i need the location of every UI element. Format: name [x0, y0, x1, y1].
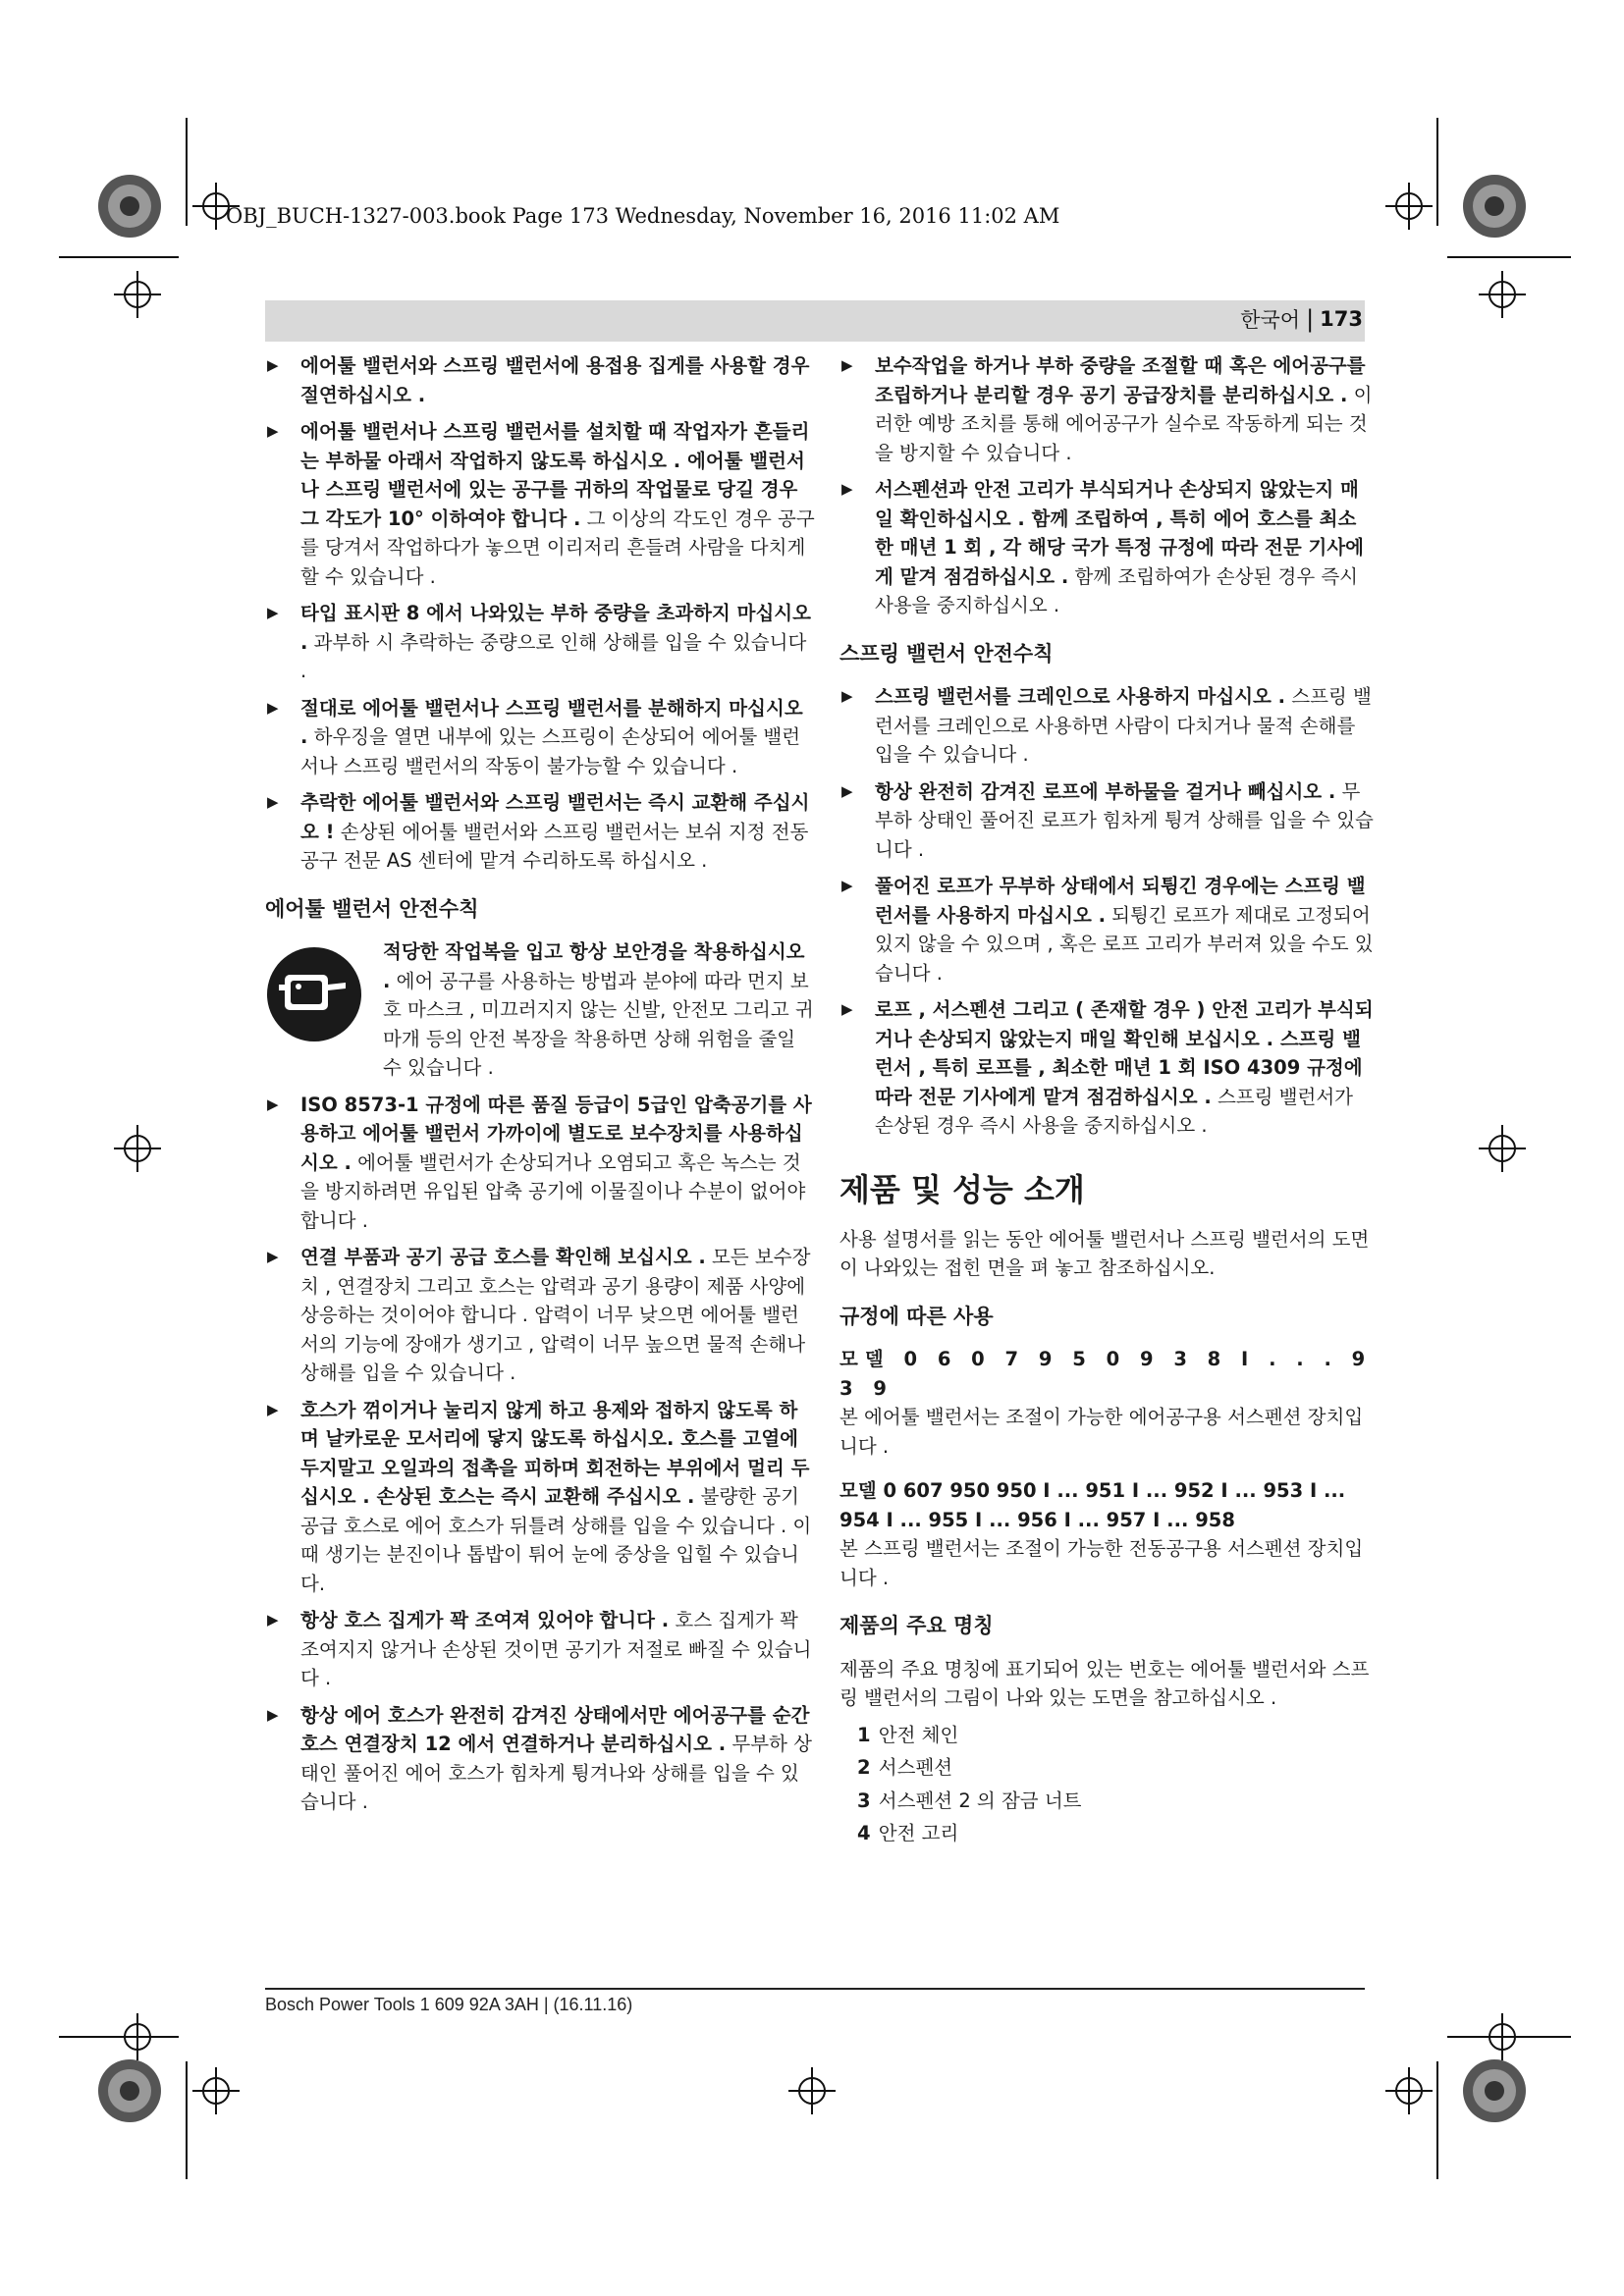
bullet-arrow-icon: ▶	[267, 793, 279, 811]
bullet-arrow-icon: ▶	[267, 356, 279, 374]
bullet-arrow-icon: ▶	[267, 604, 279, 621]
model-line-air: 모델 0 6 0 7 9 5 0 9 3 8 I . . . 9 3 9	[839, 1348, 1373, 1400]
model-spring-description: 본 스프링 밸런서는 조절이 가능한 전동공구용 서스펜션 장치입니다 .	[839, 1537, 1364, 1589]
list-item: ▶ 항상 에어 호스가 완전히 감겨진 상태에서만 에어공구를 순간 호스 연결장치 12 에서 연결하거나 분리하십시오 . 무부하 상태인 풀어진 에어 호스가 힘차게 튕겨나와 상해를 입을 수 있습니다 .	[265, 1701, 815, 1817]
part-item: 4 안전 고리	[857, 1822, 959, 1844]
printer-slug: OBJ_BUCH-1327-003.book Page 173 Wednesday, November 16, 2016 11:02 AM	[226, 204, 1060, 228]
part-item: 3 서스펜션 2 의 잠금 너트	[857, 1789, 1082, 1812]
model-air-description: 본 에어툴 밸런서는 조절이 가능한 에어공구용 서스펜션 장치입니다 .	[839, 1406, 1364, 1458]
section-heading-spring-balancer: 스프링 밸런서 안전수칙	[839, 641, 1054, 666]
right-column	[839, 351, 1375, 1852]
section-heading-parts: 제품의 주요 명칭	[839, 1614, 994, 1637]
list-item: ▶ 스프링 밸런서를 크레인으로 사용하지 마십시오 . 스프링 밸런서를 크레인으로 사용하면 사람이 다치거나 물적 손해를 입을 수 있습니다 .	[839, 682, 1375, 770]
bullet-arrow-icon: ▶	[267, 1705, 279, 1724]
list-item: ▶ 에어툴 밸런서와 스프링 밸런서에 용접용 집게를 사용할 경우 절연하십시오 .	[265, 351, 815, 409]
part-item: 2 서스펜션	[857, 1756, 953, 1779]
list-item: ▶ 연결 부품과 공기 공급 호스를 확인해 보십시오 . 모든 보수장치 , 연결장치 그리고 호스는 압력과 공기 용량이 제품 사양에 상응하는 것이어야 합니다 . 압력이 너무 낮으면 에어툴 밸런서의 기능에 장애가 생기고 , 압력이 너무 높으면 물적 손해나 상해를 입을 수 있습니다 .	[265, 1243, 815, 1388]
list-item: ▶ 절대로 에어툴 밸런서나 스프링 밸런서를 분해하지 마십시오 . 하우징을 열면 내부에 있는 스프링이 손상되어 에어툴 밸런서나 스프링 밸런서의 작동이 불가능할 수 있습니다 .	[265, 694, 815, 781]
parts-intro: 제품의 주요 명칭에 표기되어 있는 번호는 에어툴 밸런서와 스프링 밸런서의 그림이 나와 있는 도면을 참고하십시오 .	[839, 1657, 1370, 1709]
bullet-arrow-icon: ▶	[841, 781, 853, 800]
page-number: 173	[1320, 307, 1363, 331]
bullet-arrow-icon: ▶	[267, 1248, 279, 1265]
footer-text: Bosch Power Tools 1 609 92A 3AH | (16.11.16)	[265, 1995, 633, 2014]
bullet-arrow-icon: ▶	[267, 422, 279, 440]
intro-paragraph: 사용 설명서를 읽는 동안 에어툴 밸런서나 스프링 밸런서의 도면이 나와있는 접힌 면을 펴 놓고 참조하십시오.	[839, 1227, 1370, 1279]
language-label: 한국어	[1240, 308, 1301, 332]
list-item: ▶ 서스펜션과 안전 고리가 부식되거나 손상되지 않았는지 매일 확인하십시오 . 함께 조립하여 , 특히 에어 호스를 최소한 매년 1 회 , 각 해당 국가 특정 규정에 따라 전문 기사에게 맡겨 점검하십시오 . 함께 조립하여가 손상된 경우 즉시 사용을 중지하십시오 .	[839, 475, 1375, 620]
page-header	[1240, 304, 1363, 334]
list-item: ▶ 항상 완전히 감겨진 로프에 부하물을 걸거나 빼십시오 . 무부하 상태인 풀어진 로프가 힘차게 튕겨 상해를 입을 수 있습니다 .	[839, 777, 1375, 865]
goggles-notice: 적당한 작업복을 입고 항상 보안경을 착용하십시오 . 에어 공구를 사용하는 방법과 분야에 따라 먼지 보호 마스크 , 미끄러지지 않는 신발, 안전모 그리고 귀마개 등의 안전 복장을 착용하면 상해 위험을 줄일 수 있습니다 .	[265, 937, 815, 1083]
header-separator: |	[1306, 305, 1315, 333]
footer-rule	[265, 1988, 1365, 1990]
model-line-spring: 모델 0 607 950 950 I ... 951 I ... 952 I ... 953 I ... 954 I ... 955 I ... 956 I ... 957 I ... 958	[839, 1479, 1346, 1531]
bullet-arrow-icon: ▶	[267, 698, 279, 717]
bullet-arrow-icon: ▶	[267, 1095, 279, 1113]
list-item: ▶ ISO 8573-1 규정에 따른 품질 등급이 5급인 압축공기를 사용하고 에어툴 밸런서 가까이에 별도로 보수장치를 사용하십시오 . 에어툴 밸런서가 손상되거나 오염되고 혹은 녹스는 것을 방지하려면 유입된 압축 공기에 이물질이나 수분이 없어야 합니다 .	[265, 1091, 815, 1236]
bullet-arrow-icon: ▶	[841, 480, 853, 498]
left-column	[265, 351, 815, 1825]
list-item: ▶ 풀어진 로프가 무부하 상태에서 되튕긴 경우에는 스프링 밸런서를 사용하지 마십시오 . 되튕긴 로프가 제대로 고정되어 있지 않을 수 있으며 , 혹은 로프 고리가 부러져 있을 수도 있습니다 .	[839, 872, 1375, 988]
bullet-arrow-icon: ▶	[841, 1000, 853, 1018]
list-item: ▶ 보수작업을 하거나 부하 중량을 조절할 때 혹은 에어공구를 조립하거나 분리할 경우 공기 공급장치를 분리하십시오 . 이러한 예방 조치를 통해 에어공구가 실수로 작동하게 되는 것을 방지할 수 있습니다 .	[839, 351, 1375, 467]
list-item: ▶ 로프 , 서스펜션 그리고 ( 존재할 경우 ) 안전 고리가 부식되거나 손상되지 않았는지 매일 확인해 보십시오 . 스프링 밸런서 , 특히 로프를 , 최소한 매년 1 회 ISO 4309 규정에 따라 전문 기사에게 맡겨 점검하십시오 . 스프링 밸런서가 손상된 경우 즉시 사용을 중지하십시오 .	[839, 995, 1375, 1141]
safety-goggles-icon	[265, 945, 363, 1043]
bullet-arrow-icon: ▶	[841, 877, 853, 894]
section-heading-intended-use: 규정에 따른 사용	[839, 1304, 994, 1328]
bullet-arrow-icon: ▶	[267, 1611, 279, 1629]
part-item: 1 안전 체인	[857, 1723, 959, 1746]
section-heading-air-balancer: 에어툴 밸런서 안전수칙	[265, 896, 479, 921]
list-item: ▶ 호스가 꺾이거나 눌리지 않게 하고 용제와 접하지 않도록 하며 날카로운 모서리에 닿지 않도록 하십시오. 호스를 고열에 두지말고 오일과의 접촉을 피하며 회전하는 부위에서 멀리 두십시오 . 손상된 호스는 즉시 교환해 주십시오 . 불량한 공기 공급 호스로 에어 호스가 뒤틀려 상해를 입을 수 있습니다 . 이때 생기는 분진이나 톱밥이 튀어 눈에 중상을 입힐 수 있습니다.	[265, 1396, 815, 1599]
list-item: ▶ 항상 호스 집게가 꽉 조여져 있어야 합니다 . 호스 집게가 꽉 조여지지 않거나 손상된 것이면 공기가 저절로 빠질 수 있습니다 .	[265, 1606, 815, 1693]
list-item: ▶ 에어툴 밸런서나 스프링 밸런서를 설치할 때 작업자가 흔들리는 부하물 아래서 작업하지 않도록 하십시오 . 에어툴 밸런서나 스프링 밸런서에 있는 공구를 귀하의 작업물로 당길 경우 그 각도가 10° 이하여야 합니다 . 그 이상의 각도인 경우 공구를 당겨서 작업하다가 놓으면 이리저리 흔들려 사람을 다치게 할 수 있습니다 .	[265, 417, 815, 591]
header-band	[265, 300, 1365, 342]
bullet-arrow-icon: ▶	[841, 356, 853, 374]
list-item: ▶ 추락한 에어툴 밸런서와 스프링 밸런서는 즉시 교환해 주십시오 ! 손상된 에어툴 밸런서와 스프링 밸런서는 보쉬 지정 전동공구 전문 AS 센터에 맡겨 수리하도록 하십시오 .	[265, 788, 815, 876]
section-title-product: 제품 및 성능 소개	[839, 1170, 1085, 1208]
bullet-arrow-icon: ▶	[841, 687, 853, 705]
bullet-arrow-icon: ▶	[267, 1400, 279, 1418]
list-item: ▶ 타입 표시판 8 에서 나와있는 부하 중량을 초과하지 마십시오 . 과부하 시 추락하는 중량으로 인해 상해를 입을 수 있습니다 .	[265, 599, 815, 686]
